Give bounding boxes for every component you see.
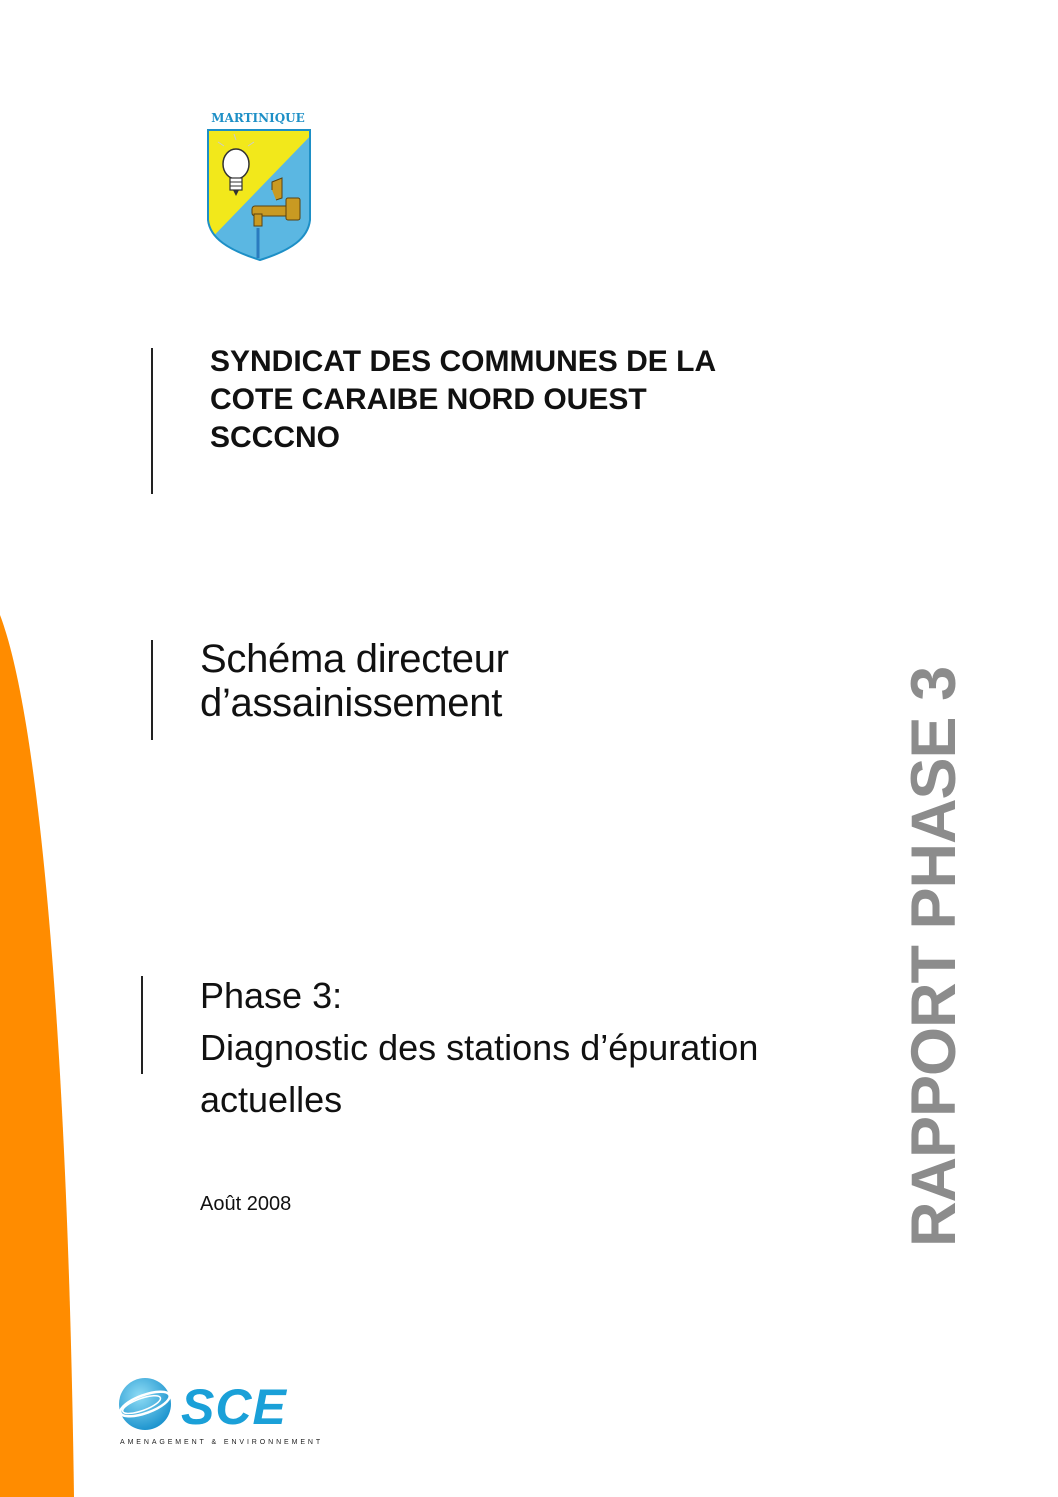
syndicate-line-3: SCCCNO [210, 421, 341, 454]
document-title-line-1: Schéma directeur [200, 637, 509, 681]
phase-line-2: Diagnostic des stations d’épuration [200, 1027, 759, 1068]
document-title-line-2: d’assainissement [200, 681, 503, 725]
sce-tagline: AMENAGEMENT & ENVIRONNEMENT [120, 1439, 324, 1446]
syndicate-name [210, 343, 752, 457]
vertical-rule-header [151, 348, 153, 494]
syndicate-line-2: COTE CARAIBE NORD OUEST [210, 383, 647, 416]
phase-line-3: actuelles [200, 1079, 343, 1120]
document-title [200, 637, 509, 725]
syndicate-line-1: SYNDICAT DES COMMUNES DE LA [210, 345, 717, 378]
martinique-crest-logo [200, 108, 316, 264]
vertical-rule-title [151, 640, 153, 740]
orange-decorative-band [0, 0, 80, 1497]
rapport-phase-side-title: RAPPORT PHASE 3 [899, 666, 969, 1247]
crest-label: MARTINIQUE [211, 111, 305, 125]
vertical-rule-phase [141, 976, 143, 1074]
phase-line-1: Phase 3: [200, 975, 343, 1016]
phase-subtitle [200, 970, 758, 1126]
sce-wordmark: SCE [181, 1379, 287, 1435]
globe-icon [117, 1378, 172, 1430]
report-date: Août 2008 [200, 1193, 292, 1215]
